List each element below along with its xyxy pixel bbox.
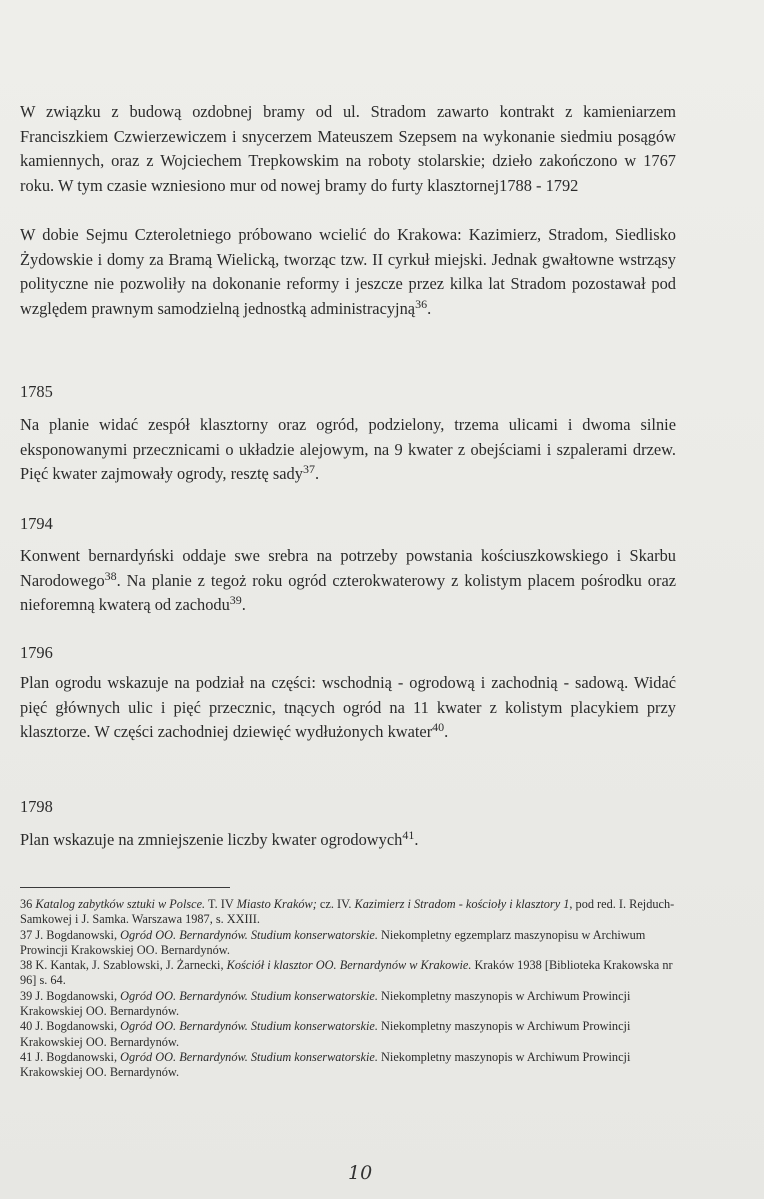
footnote-author: K. Kantak, J. Szablowski, J. Żarnecki, [32,958,227,973]
footnote-text: Niekompletny maszynopis w Archiwum Prowincji Krakowskiej OO. Bernardynów. [20,988,631,1019]
footnote-title: Miasto Kraków; [236,897,317,911]
year-heading-1798: 1798 [20,797,53,816]
period: . [427,298,432,318]
paragraph-1785-text: Na planie widać zespół klasztorny oraz ogród, podzielony, trzema ulicami i dwoma silnie eksponowanymi przecznicami o układzie alejowym, na 9 kwater z obejściami i szpalerami drzew. Pięć kwater zajmowały ogrody, resztę sady [20,415,676,483]
footnote-title: Ogród OO. Bernardynów. Studium konserwatorskie. [120,988,378,1003]
footnotes-section [20,897,680,1081]
footnote-ref-38: 38 [104,568,117,583]
footnote-37 [20,928,680,959]
footnote-text: T. IV [205,897,237,911]
period: . [414,830,419,849]
paragraph-1798-text: Plan wskazuje na zmniejszenie liczby kwater ogrodowych [20,830,403,849]
year-heading-1794: 1794 [20,514,53,533]
footnote-text: cz. IV. [316,897,355,911]
footnote-author: J. Bogdanowski, [32,1049,121,1064]
period: . [241,595,246,614]
footnote-39 [20,989,680,1020]
footnote-36 [20,897,680,928]
paragraph-1798 [20,828,676,853]
paragraph-1794-text-b: . Na planie z tegoż roku ogród czterokwaterowy z kolistym placem pośrodku oraz nieforemną kwaterą od zachodu [20,570,676,614]
footnote-separator [20,887,230,888]
footnote-ref-40: 40 [432,720,445,734]
paragraph-gate-construction-text: W związku z budową ozdobnej bramy od ul. Stradom zawarto kontrakt z kamieniarzem Franciszkiem Czwierzewiczem i snycerzem Mateuszem Szepsem na wykonanie siedmiu posągów kamiennych, oraz z Wojciechem Trepkowskim na roboty stolarskie; dzieło zakończono w 1767 roku. W tym czasie wzniesiono mur od nowej bramy do furty klasztornej1788 - 1792 [20,102,676,195]
paragraph-1785 [20,413,676,487]
paragraph-1794-text-a: Konwent bernardyński oddaje swe srebra na potrzeby powstania kościuszkowskiego i Skarbu Narodowego [20,546,676,590]
paragraph-gate-construction [20,100,676,198]
footnote-number: 37 [20,927,33,942]
footnote-text: , pod red. I. Rejduch-Samkowej i J. Samka. Warszawa 1987, s. XXIII. [20,897,675,927]
footnote-38 [20,958,680,989]
year-heading-1785: 1785 [20,382,53,401]
footnote-title: Ogród OO. Bernardynów. Studium konserwatorskie. [120,1019,378,1034]
footnote-text: Niekompletny egzemplarz maszynopisu w Archiwum Prowincji Krakowskiej OO. Bernardynów. [20,927,646,957]
footnote-ref-39: 39 [229,593,242,607]
footnote-number: 40 [20,1019,33,1034]
footnote-ref-36: 36 [415,296,428,311]
footnote-text: Kraków 1938 [Biblioteka Krakowska nr 96] s. 64. [20,958,673,988]
footnote-40 [20,1019,680,1050]
period: . [444,722,449,741]
footnote-title: Katalog zabytków sztuki w Polsce. [35,897,206,911]
paragraph-four-year-sejm-text: W dobie Sejmu Czteroletniego próbowano wcielić do Krakowa: Kazimierz, Stradom, Siedlisko Żydowskie i domy za Bramą Wielicką, tworząc tzw. II cyrkuł miejski. Jednak gwałtowne wstrząsy polityczne nie pozwoliły na dokonanie reformy i jeszcze przez kilka lat Stradom pozostawał pod względem prawnym samodzielną jednostką administracyjną [20,225,676,318]
footnote-ref-41: 41 [402,828,415,842]
footnote-title: Ogród OO. Bernardynów. Studium konserwatorskie. [120,1049,378,1064]
footnote-title: Kościół i klasztor OO. Bernardynów w Krakowie. [226,958,472,973]
footnote-text: Niekompletny maszynopis w Archiwum Prowincji Krakowskiej OO. Bernardynów. [20,1019,631,1049]
footnote-author: J. Bogdanowski, [32,1019,121,1034]
year-heading-1796: 1796 [20,643,53,662]
paragraph-1796 [20,671,676,745]
footnote-41 [20,1050,680,1081]
footnote-number: 41 [20,1049,33,1064]
paragraph-1794 [20,544,676,618]
period: . [314,464,320,483]
footnote-author: J. Bogdanowski, [32,988,121,1003]
footnote-number: 39 [20,988,33,1003]
footnote-title: Kazimierz i Stradom - kościoły i klasztory 1 [354,897,570,911]
footnote-number: 36 [20,897,33,911]
page-number: 10 [348,1162,373,1184]
footnote-title: Ogród OO. Bernardynów. Studium konserwatorskie. [120,927,378,942]
footnote-number: 38 [20,958,33,973]
footnote-ref-37: 37 [302,462,315,476]
paragraph-1796-text: Plan ogrodu wskazuje na podział na części: wschodnią - ogrodową i zachodnią - sadową. Widać pięć głównych ulic i pięć przecznic, tnących ogród na 11 kwater z kolistym placykiem przy klasztorze. W części zachodniej dziewięć wydłużonych kwater [20,673,676,741]
footnote-text: Niekompletny maszynopis w Archiwum Prowincji Krakowskiej OO. Bernardynów. [20,1049,631,1080]
footnote-author: J. Bogdanowski, [32,927,121,942]
paragraph-four-year-sejm [20,223,676,321]
